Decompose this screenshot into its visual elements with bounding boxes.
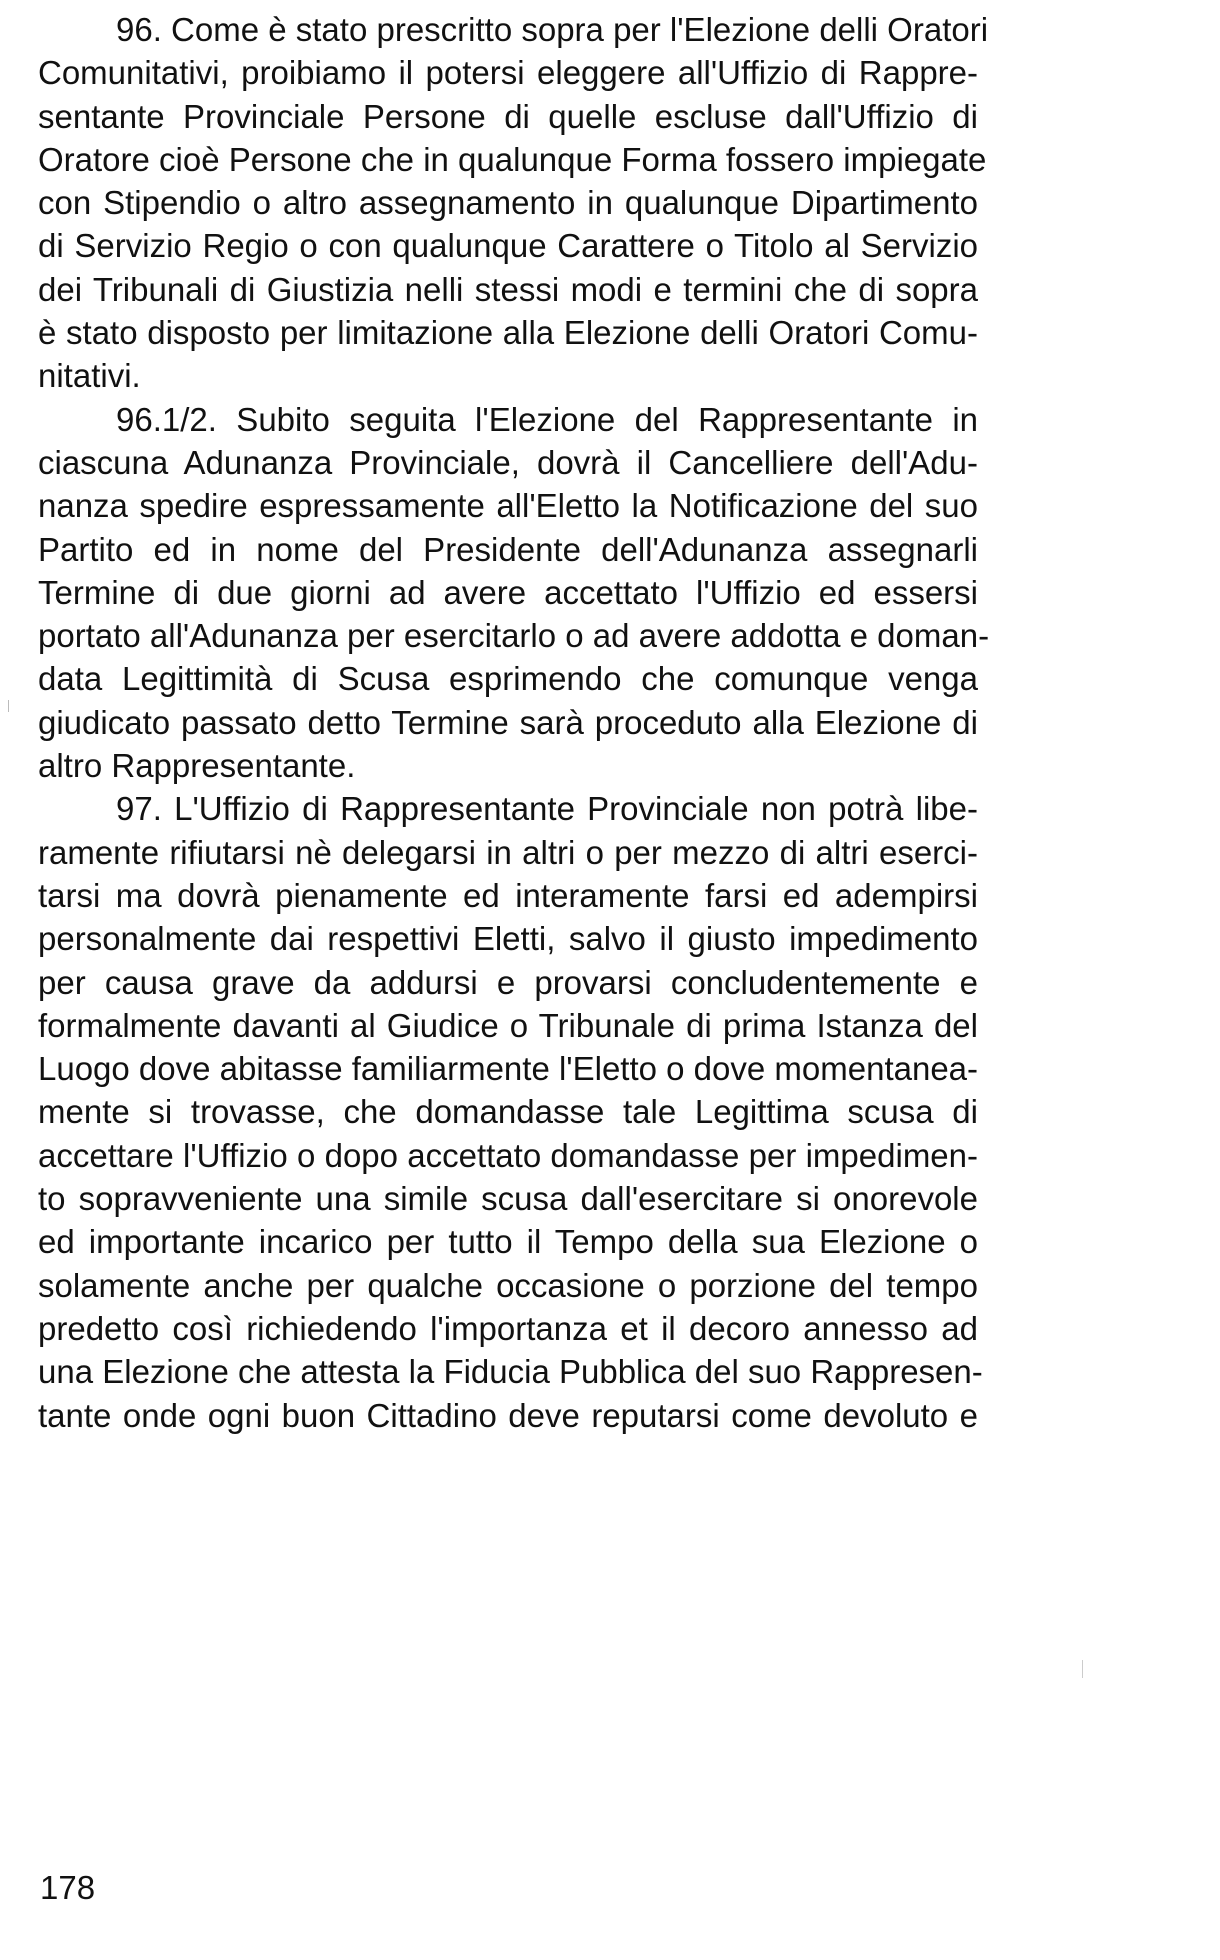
paragraph-96 xyxy=(38,8,989,398)
text-line: accettare l'Uffizio o dopo accettato domandasse per impedimen- xyxy=(38,1136,978,1174)
text-line: Oratore cioè Persone che in qualunque Forma fossero impiegate xyxy=(38,140,987,178)
text-line: con Stipendio o altro assegnamento in qualunque Dipartimento xyxy=(38,184,978,222)
text-line: una Elezione che attesta la Fiducia Pubblica del suo Rappresen- xyxy=(38,1353,983,1391)
text-line: 96. Come è stato prescritto sopra per l'Elezione delli Oratori xyxy=(116,11,989,48)
text-line: to sopravveniente una simile scusa dall'esercitare si onorevole xyxy=(38,1180,978,1218)
text-line: 96.1/2. Subito seguita l'Elezione del Rappresentante in xyxy=(116,400,978,438)
scan-artifact xyxy=(8,700,9,712)
text-line: giudicato passato detto Termine sarà proceduto alla Elezione di xyxy=(38,703,978,741)
text-line: di Servizio Regio o con qualunque Carattere o Titolo al Servizio xyxy=(38,227,978,265)
text-line: predetto così richiedendo l'importanza et il decoro annesso ad xyxy=(38,1309,978,1347)
text-line: ramente rifiutarsi nè delegarsi in altri o per mezzo di altri eserci- xyxy=(38,833,978,871)
text-line: sentante Provinciale Persone di quelle escluse dall'Uffizio di xyxy=(38,97,978,135)
text-line: Luogo dove abitasse familiarmente l'Eletto o dove momentanea- xyxy=(38,1050,979,1088)
text-line: Termine di due giorni ad avere accettato l'Uffizio ed essersi xyxy=(38,573,978,611)
text-line: mente si trovasse, che domandasse tale Legittima scusa di xyxy=(38,1093,978,1131)
paragraph-96-1-2 xyxy=(38,398,990,788)
body-text xyxy=(38,8,990,1437)
text-line: Partito ed in nome del Presidente dell'Adunanza assegnarli xyxy=(38,530,978,568)
text-line: tarsi ma dovrà pienamente ed interamente farsi ed adempirsi xyxy=(38,876,978,914)
scan-artifact xyxy=(1082,1660,1083,1678)
text-line: nitativi. xyxy=(38,357,141,395)
text-line: solamente anche per qualche occasione o porzione del tempo xyxy=(38,1266,978,1304)
text-line: nanza spedire espressamente all'Eletto la Notificazione del suo xyxy=(38,487,978,525)
text-line: tante onde ogni buon Cittadino deve reputarsi come devoluto e xyxy=(38,1396,978,1434)
text-line: portato all'Adunanza per esercitarlo o ad avere addotta e doman- xyxy=(38,617,990,655)
text-line: ciascuna Adunanza Provinciale, dovrà il Cancelliere dell'Adu- xyxy=(38,443,978,481)
page-number: 178 xyxy=(40,1869,96,1906)
text-line: Comunitativi, proibiamo il potersi eleggere all'Uffizio di Rappre- xyxy=(38,54,978,92)
text-line: dei Tribunali di Giustizia nelli stessi modi e termini che di sopra xyxy=(38,270,978,308)
text-line: per causa grave da addursi e provarsi concludentemente e xyxy=(38,963,978,1001)
text-line: 97. L'Uffizio di Rappresentante Provinciale non potrà libe- xyxy=(116,790,978,828)
text-line: personalmente dai respettivi Eletti, salvo il giusto impedimento xyxy=(38,920,978,958)
text-line: data Legittimità di Scusa esprimendo che comunque venga xyxy=(38,660,978,698)
text-line: altro Rappresentante. xyxy=(38,747,356,785)
text-line: ed importante incarico per tutto il Tempo della sua Elezione o xyxy=(38,1223,978,1261)
text-line: è stato disposto per limitazione alla Elezione delli Oratori Comu- xyxy=(38,314,978,352)
paragraph-97 xyxy=(38,787,983,1436)
text-line: formalmente davanti al Giudice o Tribunale di prima Istanza del xyxy=(38,1006,978,1044)
